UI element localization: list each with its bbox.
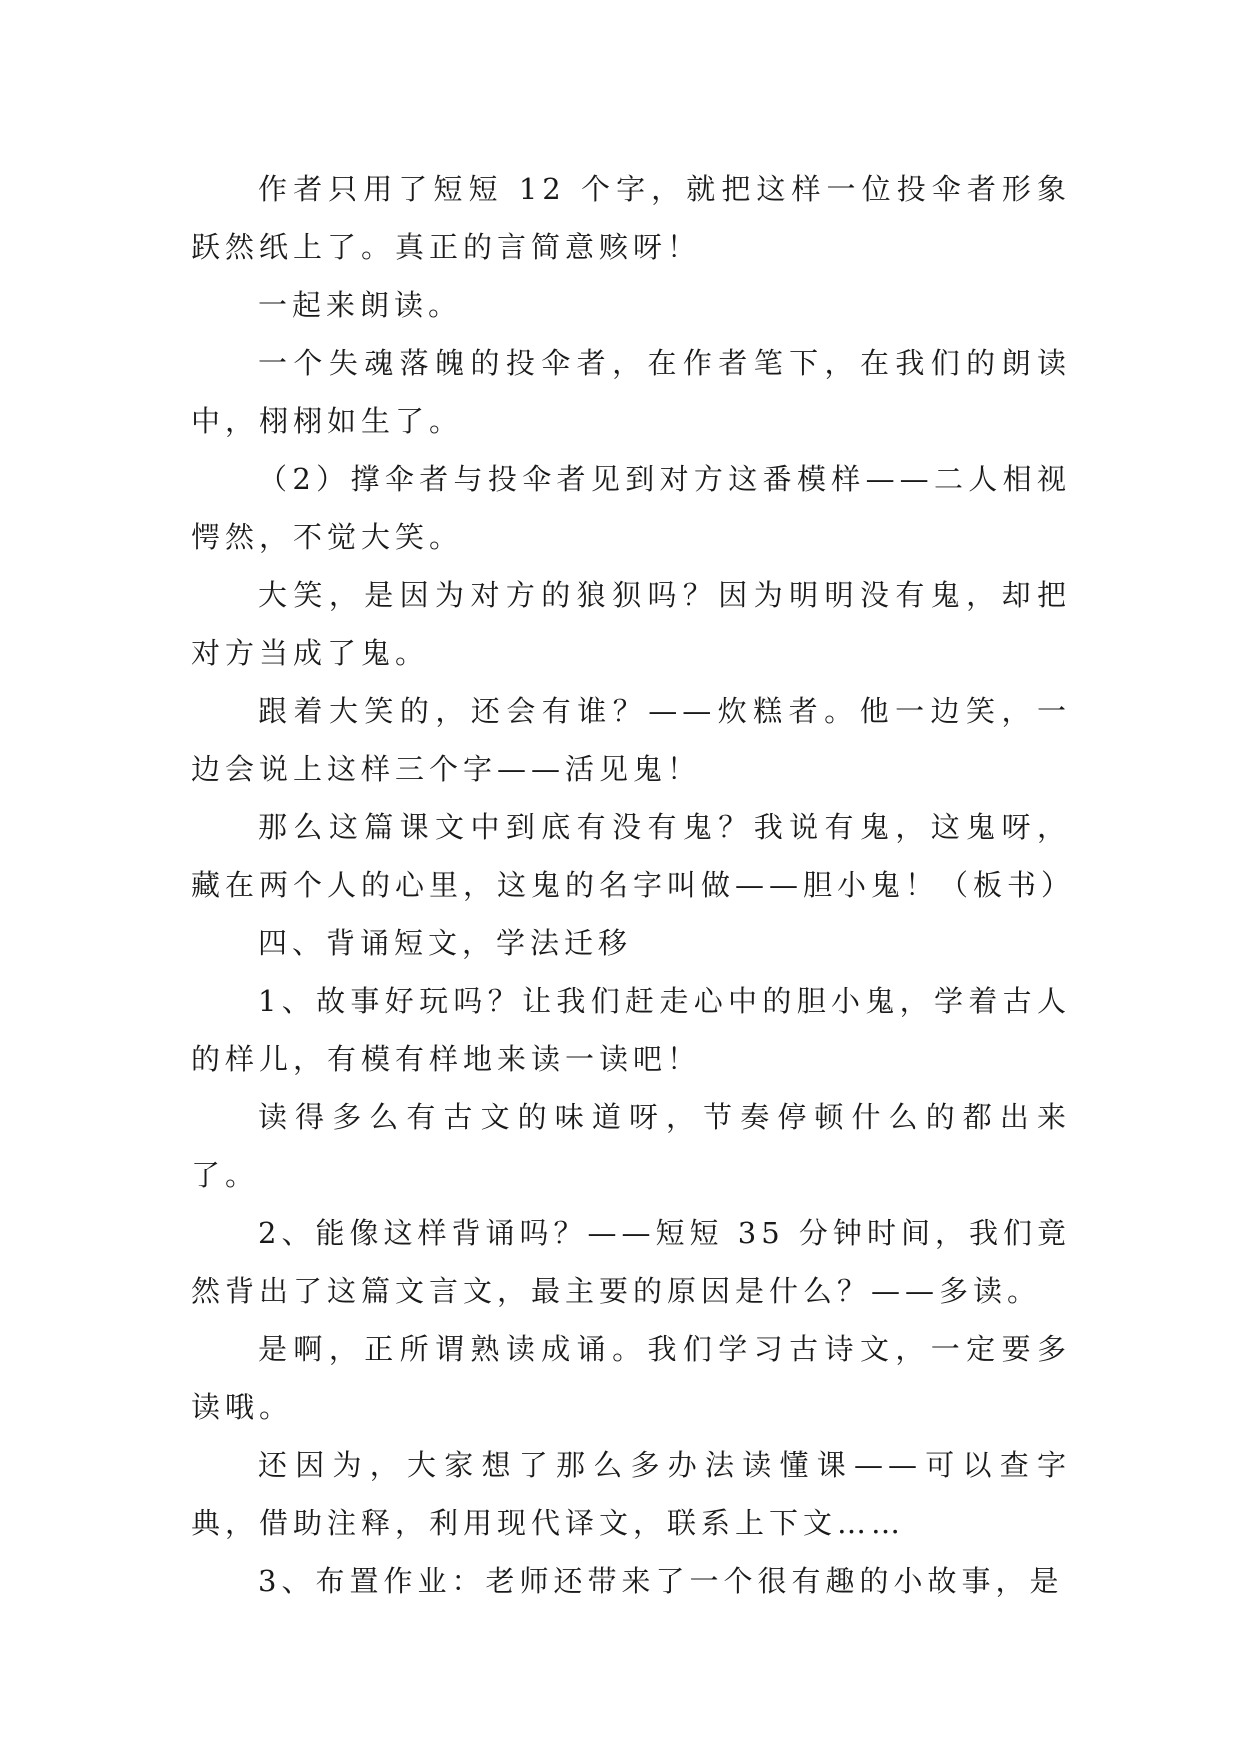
section-heading: 四、背诵短文，学法迁移 [258,926,633,960]
paragraph: 1、故事好玩吗？让我们赶走心中的胆小鬼，学着古人的样儿，有模有样地来读一读吧！ [191,984,1071,1076]
paragraph: 作者只用了短短 12 个字，就把这样一位投伞者形象跃然纸上了。真正的言简意赅呀！ [191,172,1071,264]
paragraph: 那么这篇课文中到底有没有鬼？我说有鬼，这鬼呀，藏在两个人的心里，这鬼的名字叫做——胆小鬼！（板书） [191,810,1076,902]
paragraph: 一个失魂落魄的投伞者，在作者笔下，在我们的朗读中，栩栩如生了。 [191,346,1071,438]
paragraph: 跟着大笑的，还会有谁？——炊糕者。他一边笑，一边会说上这样三个字——活见鬼！ [191,694,1071,786]
paragraph: 2、能像这样背诵吗？——短短 35 分钟时间，我们竟然背出了这篇文言文，最主要的原因是什么？——多读。 [191,1216,1071,1308]
paragraph: 3、布置作业：老师还带来了一个很有趣的小故事，是 [258,1564,1064,1598]
paragraph: 是啊，正所谓熟读成诵。我们学习古诗文，一定要多读哦。 [191,1332,1071,1424]
paragraph: （2）撑伞者与投伞者见到对方这番模样——二人相视愕然，不觉大笑。 [191,462,1071,554]
paragraph: 读得多么有古文的味道呀，节奏停顿什么的都出来了。 [191,1100,1071,1192]
paragraph: 大笑，是因为对方的狼狈吗？因为明明没有鬼，却把对方当成了鬼。 [191,578,1071,670]
paragraph: 一起来朗读。 [258,288,463,322]
document-body [191,160,1076,1610]
paragraph: 还因为，大家想了那么多办法读懂课——可以查字典，借助注释，利用现代译文，联系上下文…… [191,1448,1071,1540]
